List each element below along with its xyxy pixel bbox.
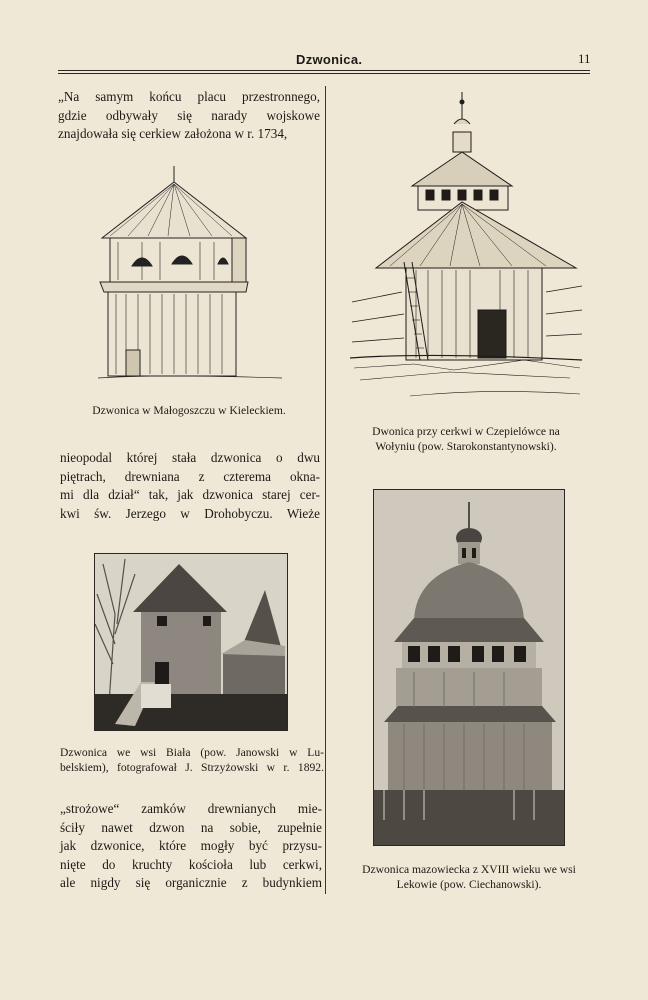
figure-lekowo-photo — [373, 489, 565, 846]
text-line: „Na samym końcu placu przestronnego, — [58, 89, 320, 104]
text-line: ale nigdy się organicznie z budynkiem — [60, 875, 322, 891]
text-line: gdzie odbywały się narady wojskowe — [58, 107, 320, 123]
text-line: znajdowała się cerkiew założona w r. 1734, — [58, 126, 288, 142]
paragraph-2 — [60, 449, 320, 523]
header-rule-thin — [58, 73, 590, 74]
column-divider — [325, 86, 326, 894]
text-line: mi dla dział“ tak, jak dzwonica starej cer- — [60, 487, 320, 503]
figure-malogoszcz-drawing — [98, 164, 284, 388]
text-line: kwi św. Jerzego w Drohobyczu. Wieże — [60, 505, 320, 521]
text-line: nieopodal której stała dzwonica o dwu — [60, 450, 320, 465]
running-header-title: Dzwonica. — [296, 52, 363, 67]
page-number: 11 — [578, 51, 591, 66]
header-rule — [58, 70, 590, 71]
text-line: ściły nawet dzwon na sobie, zupełnie — [60, 819, 322, 835]
paragraph-3 — [60, 800, 322, 893]
figure-caption: Dzwonica mazowiecka z XVIII wieku we wsi Lekowie (pow. Ciechanowski). — [362, 863, 576, 891]
text-line: „strożowe“ zamków drewnianych mie- — [60, 801, 322, 816]
figure-caption: Dwonica przy cerkwi w Czepielówce na Wołyniu (pow. Starokonstantynowski). — [372, 425, 560, 453]
paragraph-1 — [58, 88, 320, 144]
figure-biala-photo — [94, 553, 288, 731]
figure-czepielowka-drawing — [350, 92, 584, 410]
figure-caption: Dzwonica we wsi Biała (pow. Janowski w Lu- belskiem), fotografował J. Strzyżowski w r. 1892. — [60, 746, 324, 774]
text-line: jak dzwonice, które mogły być przysu- — [60, 838, 322, 854]
text-line: piętrach, drewniana z czterema okna- — [60, 468, 320, 484]
text-line: nięte do kruchty kościoła lub cerkwi, — [60, 856, 322, 872]
figure-caption: Dzwonica w Małogoszczu w Kieleckiem. — [92, 404, 286, 417]
